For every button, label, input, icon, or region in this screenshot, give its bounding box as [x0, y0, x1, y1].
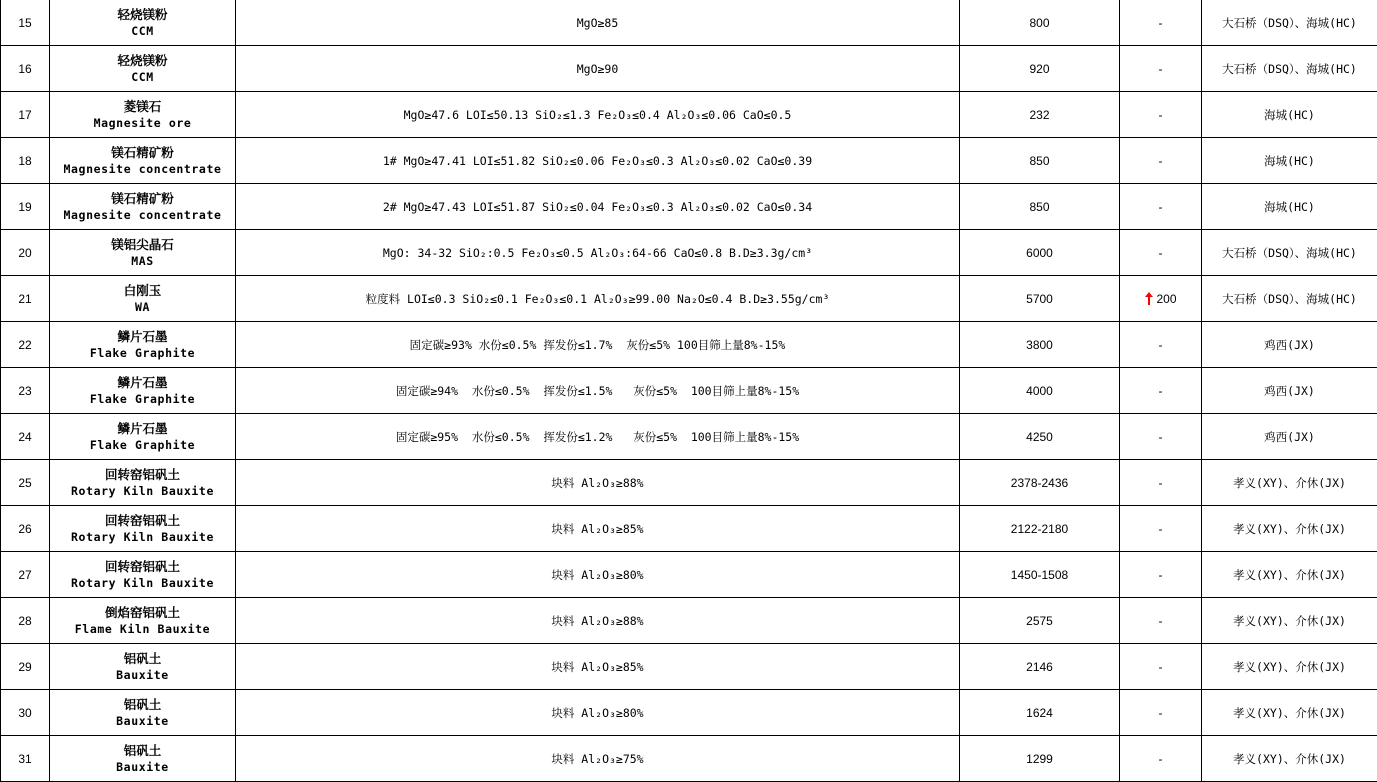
product-name-en: Magnesite concentrate [63, 207, 222, 222]
spec-cell: 块料 Al₂O₃≥88% [236, 598, 960, 644]
price-cell: 800 [960, 0, 1120, 46]
product-name-cell [50, 460, 236, 506]
change-cell [1120, 92, 1202, 138]
product-name-en: Bauxite [116, 759, 169, 774]
product-name-cn: 鳞片石墨 [117, 328, 168, 344]
origin-cell: 大石桥（DSQ）、海城(HC) [1202, 46, 1377, 92]
product-name-en: Magnesite concentrate [63, 161, 222, 176]
spec-cell: 固定碳≥95% 水份≤0.5% 挥发份≤1.2% 灰份≤5% 100目筛上量8%-15% [236, 414, 960, 460]
row-index: 21 [1, 276, 50, 322]
product-name-cn: 镁石精矿粉 [111, 190, 174, 206]
origin-cell: 鸡西(JX) [1202, 414, 1377, 460]
change-cell [1120, 368, 1202, 414]
product-name-cn: 镁石精矿粉 [111, 144, 174, 160]
change-cell [1120, 230, 1202, 276]
product-name-en: WA [134, 299, 151, 314]
row-index: 25 [1, 460, 50, 506]
change-value: - [1158, 245, 1163, 260]
origin-cell: 大石桥（DSQ）、海城(HC) [1202, 276, 1377, 322]
spec-cell: 块料 Al₂O₃≥85% [236, 506, 960, 552]
table-row [1, 506, 1377, 552]
row-index: 27 [1, 552, 50, 598]
product-name-en: Flame Kiln Bauxite [74, 621, 211, 636]
price-cell: 2122-2180 [960, 506, 1120, 552]
product-name-cell [50, 92, 236, 138]
product-name-cell [50, 506, 236, 552]
product-name-cn: 轻烧镁粉 [117, 52, 168, 68]
spec-cell: 块料 Al₂O₃≥75% [236, 736, 960, 782]
product-name-en: Rotary Kiln Bauxite [71, 483, 214, 498]
origin-cell: 鸡西(JX) [1202, 368, 1377, 414]
change-value: - [1158, 751, 1163, 766]
change-cell [1120, 598, 1202, 644]
spec-cell: MgO: 34-32 SiO₂:0.5 Fe₂O₃≤0.5 Al₂O₃:64-66 CaO≤0.8 B.D≥3.3g/cm³ [236, 230, 960, 276]
table-row [1, 230, 1377, 276]
price-cell: 5700 [960, 276, 1120, 322]
origin-cell: 大石桥（DSQ）、海城(HC) [1202, 230, 1377, 276]
product-name-en: Rotary Kiln Bauxite [71, 575, 214, 590]
product-name-cell [50, 552, 236, 598]
price-cell: 850 [960, 138, 1120, 184]
product-name-cell [50, 414, 236, 460]
spec-cell: 块料 Al₂O₃≥85% [236, 644, 960, 690]
row-index: 29 [1, 644, 50, 690]
product-name-cn: 铝矾土 [123, 696, 162, 712]
product-name-en: MAS [131, 253, 154, 268]
product-name-cn: 回转窑铝矾土 [104, 558, 180, 574]
price-cell: 6000 [960, 230, 1120, 276]
product-name-cn: 回转窑铝矾土 [104, 512, 180, 528]
spec-cell: 1# MgO≥47.41 LOI≤51.82 SiO₂≤0.06 Fe₂O₃≤0.3 Al₂O₃≤0.02 CaO≤0.39 [236, 138, 960, 184]
origin-cell: 孝义(XY)、介休(JX) [1202, 552, 1377, 598]
product-name-en: Bauxite [116, 713, 169, 728]
product-name-en: Flake Graphite [89, 391, 196, 406]
price-cell: 850 [960, 184, 1120, 230]
change-value: - [1158, 659, 1163, 674]
table-row [1, 598, 1377, 644]
price-cell: 2575 [960, 598, 1120, 644]
row-index: 24 [1, 414, 50, 460]
product-name-en: Flake Graphite [89, 345, 196, 360]
row-index: 28 [1, 598, 50, 644]
product-name-cn: 轻烧镁粉 [117, 6, 168, 22]
product-name-en: CCM [131, 23, 154, 38]
change-value: - [1158, 153, 1163, 168]
product-name-cn: 倒焰窑铝矾土 [104, 604, 180, 620]
price-cell: 232 [960, 92, 1120, 138]
origin-cell: 鸡西(JX) [1202, 322, 1377, 368]
table-row [1, 276, 1377, 322]
row-index: 23 [1, 368, 50, 414]
change-cell [1120, 0, 1202, 46]
spec-cell: 2# MgO≥47.43 LOI≤51.87 SiO₂≤0.04 Fe₂O₃≤0.3 Al₂O₃≤0.02 CaO≤0.34 [236, 184, 960, 230]
change-value: - [1158, 61, 1163, 76]
product-name-cell [50, 598, 236, 644]
spec-cell: 块料 Al₂O₃≥80% [236, 690, 960, 736]
table-row [1, 368, 1377, 414]
change-value: - [1158, 15, 1163, 30]
product-name-cell [50, 690, 236, 736]
table-row [1, 552, 1377, 598]
spec-cell: MgO≥47.6 LOI≤50.13 SiO₂≤1.3 Fe₂O₃≤0.4 Al₂O₃≤0.06 CaO≤0.5 [236, 92, 960, 138]
product-name-cn: 镁铝尖晶石 [111, 236, 174, 252]
product-name-cn: 铝矾土 [123, 650, 162, 666]
change-value: - [1158, 613, 1163, 628]
product-name-cell [50, 184, 236, 230]
change-value: - [1158, 521, 1163, 536]
origin-cell: 海城(HC) [1202, 138, 1377, 184]
row-index: 22 [1, 322, 50, 368]
table-row [1, 644, 1377, 690]
arrow-up-icon [1144, 292, 1154, 305]
table-row [1, 322, 1377, 368]
table-row [1, 0, 1377, 46]
change-value: - [1158, 383, 1163, 398]
spec-cell: 固定碳≥94% 水份≤0.5% 挥发份≤1.5% 灰份≤5% 100目筛上量8%-15% [236, 368, 960, 414]
origin-cell: 海城(HC) [1202, 184, 1377, 230]
origin-cell: 海城(HC) [1202, 92, 1377, 138]
origin-cell: 孝义(XY)、介休(JX) [1202, 644, 1377, 690]
table-row [1, 138, 1377, 184]
change-cell [1120, 276, 1202, 322]
spec-cell: MgO≥90 [236, 46, 960, 92]
price-cell: 1299 [960, 736, 1120, 782]
product-name-cn: 菱镁石 [123, 98, 162, 114]
row-index: 31 [1, 736, 50, 782]
product-name-en: Magnesite ore [93, 115, 192, 130]
change-cell [1120, 46, 1202, 92]
spec-cell: 粒度料 LOI≤0.3 SiO₂≤0.1 Fe₂O₃≤0.1 Al₂O₃≥99.00 Na₂O≤0.4 B.D≥3.55g/cm³ [236, 276, 960, 322]
product-name-cell [50, 0, 236, 46]
price-cell: 2146 [960, 644, 1120, 690]
product-name-cn: 白刚玉 [123, 282, 162, 298]
row-index: 16 [1, 46, 50, 92]
table-row [1, 414, 1377, 460]
product-name-cn: 回转窑铝矾土 [104, 466, 180, 482]
origin-cell: 孝义(XY)、介休(JX) [1202, 506, 1377, 552]
change-value: - [1158, 475, 1163, 490]
origin-cell: 孝义(XY)、介休(JX) [1202, 690, 1377, 736]
product-name-cell [50, 138, 236, 184]
change-value: - [1158, 429, 1163, 444]
product-name-cn: 鳞片石墨 [117, 374, 168, 390]
row-index: 26 [1, 506, 50, 552]
spec-cell: MgO≥85 [236, 0, 960, 46]
change-value: - [1158, 705, 1163, 720]
change-cell [1120, 506, 1202, 552]
change-value: - [1158, 567, 1163, 582]
row-index: 19 [1, 184, 50, 230]
product-name-en: CCM [131, 69, 154, 84]
row-index: 20 [1, 230, 50, 276]
product-name-cell [50, 368, 236, 414]
price-cell: 3800 [960, 322, 1120, 368]
product-name-en: Rotary Kiln Bauxite [71, 529, 214, 544]
table-row [1, 736, 1377, 782]
origin-cell: 孝义(XY)、介休(JX) [1202, 460, 1377, 506]
price-cell: 4000 [960, 368, 1120, 414]
table-body [1, 0, 1377, 782]
table-row [1, 46, 1377, 92]
change-cell [1120, 184, 1202, 230]
price-cell: 920 [960, 46, 1120, 92]
price-cell: 1624 [960, 690, 1120, 736]
table-row [1, 92, 1377, 138]
change-cell [1120, 736, 1202, 782]
price-cell: 4250 [960, 414, 1120, 460]
price-cell: 1450-1508 [960, 552, 1120, 598]
row-index: 17 [1, 92, 50, 138]
origin-cell: 孝义(XY)、介休(JX) [1202, 598, 1377, 644]
change-value: - [1158, 337, 1163, 352]
product-name-cell [50, 46, 236, 92]
origin-cell: 大石桥（DSQ）、海城(HC) [1202, 0, 1377, 46]
change-cell [1120, 552, 1202, 598]
change-value: - [1158, 199, 1163, 214]
change-cell [1120, 690, 1202, 736]
product-name-cn: 铝矾土 [123, 742, 162, 758]
row-index: 18 [1, 138, 50, 184]
change-cell [1120, 322, 1202, 368]
product-name-cell [50, 736, 236, 782]
table-row [1, 184, 1377, 230]
product-name-cell [50, 322, 236, 368]
change-value: - [1158, 107, 1163, 122]
product-name-cell [50, 644, 236, 690]
change-cell [1120, 644, 1202, 690]
table-row [1, 460, 1377, 506]
spec-cell: 固定碳≥93% 水份≤0.5% 挥发份≤1.7% 灰份≤5% 100目筛上量8%-15% [236, 322, 960, 368]
product-name-cell [50, 230, 236, 276]
origin-cell: 孝义(XY)、介休(JX) [1202, 736, 1377, 782]
change-value: 200 [1156, 291, 1177, 306]
spec-cell: 块料 Al₂O₃≥80% [236, 552, 960, 598]
table-row [1, 690, 1377, 736]
product-name-en: Flake Graphite [89, 437, 196, 452]
product-name-cell [50, 276, 236, 322]
change-cell [1120, 138, 1202, 184]
row-index: 30 [1, 690, 50, 736]
product-name-en: Bauxite [116, 667, 169, 682]
change-cell [1120, 460, 1202, 506]
row-index: 15 [1, 0, 50, 46]
price-cell: 2378-2436 [960, 460, 1120, 506]
spec-cell: 块料 Al₂O₃≥88% [236, 460, 960, 506]
product-name-cn: 鳞片石墨 [117, 420, 168, 436]
change-cell [1120, 414, 1202, 460]
